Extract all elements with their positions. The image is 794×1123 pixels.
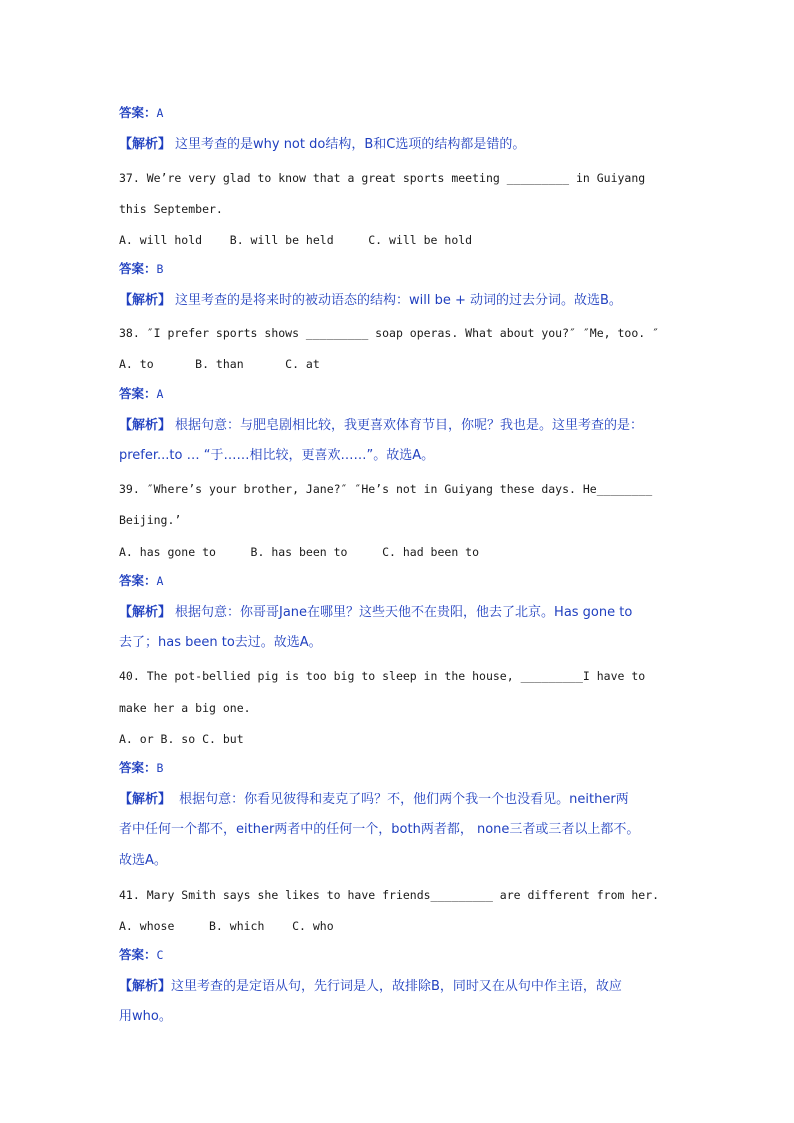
answer-line bbox=[119, 947, 679, 963]
answer-value: B bbox=[156, 761, 164, 775]
explanation-text: 故选A。 bbox=[119, 853, 167, 868]
question-text: 40. The pot-bellied pig is too big to sleep in the house, _________I have to bbox=[119, 669, 646, 683]
explanation-text: 这里考查的是why not do结构，B和C选项的结构都是错的。 bbox=[175, 137, 526, 152]
answer-label: 答案： bbox=[119, 947, 157, 962]
explanation-text: prefer...to … “于……相比较，更喜欢……”。故选A。 bbox=[119, 448, 435, 463]
answer-label: 答案： bbox=[119, 760, 157, 775]
question-text: Beijing.’ bbox=[119, 513, 182, 527]
explanation-label: 【解析】 bbox=[119, 792, 172, 807]
options-text: A. has gone to B. has been to C. had been to bbox=[119, 545, 480, 559]
explanation-text: 去了；has been to去过。故选A。 bbox=[119, 635, 322, 650]
explanation-line bbox=[119, 978, 679, 995]
options-text: A. to B. than C. at bbox=[119, 357, 320, 371]
explanation-text: 根据句意：与肥皂剧相比较，我更喜欢体育节目，你呢？我也是。这里考查的是： bbox=[175, 418, 644, 433]
answer-line bbox=[119, 573, 679, 589]
question-text: make her a big one. bbox=[119, 701, 251, 715]
explanation-label: 【解析】 bbox=[119, 137, 172, 152]
explanation-line bbox=[119, 136, 679, 153]
explanation-text: 根据句意：你看见彼得和麦克了吗？不，他们两个我一个也没看见。neither两 bbox=[175, 792, 629, 807]
answer-value: C bbox=[156, 948, 164, 962]
answer-label: 答案： bbox=[119, 386, 157, 401]
explanation-text: 者中任何一个都不，either两者中的任何一个，both两者都， none三者或三者以上都不。 bbox=[119, 822, 640, 837]
explanation-text: 这里考查的是定语从句，先行词是人，故排除B，同时又在从句中作主语，故应 bbox=[171, 979, 622, 994]
explanation-line bbox=[119, 791, 679, 808]
explanation-line bbox=[119, 417, 679, 434]
answer-label: 答案： bbox=[119, 105, 157, 120]
explanation-text: 用who。 bbox=[119, 1009, 172, 1024]
explanation-label: 【解析】 bbox=[119, 418, 172, 433]
answer-label: 答案： bbox=[119, 573, 157, 588]
answer-value: A bbox=[156, 574, 164, 588]
question-text: 37. We’re very glad to know that a great sports meeting _________ in Guiyang bbox=[119, 171, 646, 185]
explanation-line bbox=[119, 292, 679, 309]
answer-value: A bbox=[156, 387, 164, 401]
question-text: 39. ″Where’s your brother, Jane?″ ″He’s not in Guiyang these days. He________ bbox=[119, 482, 653, 496]
explanation-text: 根据句意：你哥哥Jane在哪里？这些天他不在贵阳，他去了北京。Has gone to bbox=[175, 605, 633, 620]
explanation-text: 这里考查的是将来时的被动语态的结构：will be + 动词的过去分词。故选B。 bbox=[175, 293, 622, 308]
explanation-label: 【解析】 bbox=[119, 293, 172, 308]
answer-line bbox=[119, 760, 679, 776]
options-text: A. will hold B. will be held C. will be hold bbox=[119, 233, 473, 247]
answer-line bbox=[119, 105, 679, 121]
answer-line bbox=[119, 261, 679, 277]
explanation-label: 【解析】 bbox=[119, 605, 172, 620]
explanation-label: 【解析】 bbox=[119, 979, 172, 994]
options-text: A. whose B. which C. who bbox=[119, 919, 334, 933]
answer-line bbox=[119, 386, 679, 402]
explanation-line bbox=[119, 604, 679, 621]
question-text: this September. bbox=[119, 202, 223, 216]
answer-value: B bbox=[156, 262, 164, 276]
answer-label: 答案： bbox=[119, 261, 157, 276]
options-text: A. or B. so C. but bbox=[119, 732, 244, 746]
answer-value: A bbox=[156, 106, 164, 120]
question-text: 38. ″I prefer sports shows _________ soap operas. What about you?″ ″Me, too. ″ bbox=[119, 326, 660, 340]
question-text: 41. Mary Smith says she likes to have friends_________ are different from her. bbox=[119, 888, 660, 902]
